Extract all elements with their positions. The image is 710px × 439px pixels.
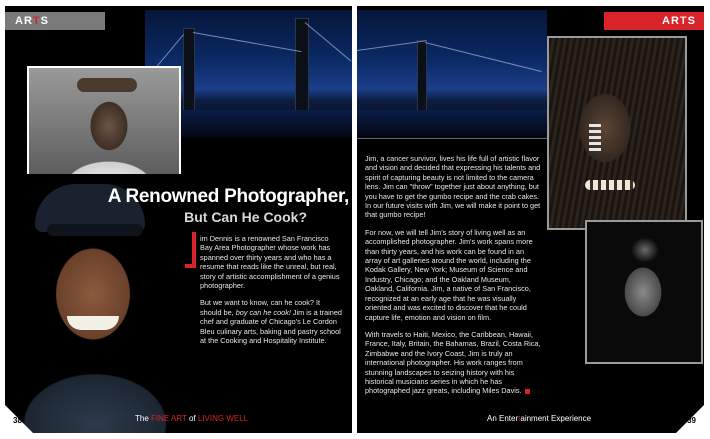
intro-paragraph: im Dennis is a renowned San Francisco Bay Area Photographer whose work has spanned over thirty years and who has a resume that reads like the unreal, but real, story of artistic accomplishment of a genius photographer. [200, 234, 340, 291]
portrait-man-dreadlocks-photo [547, 36, 687, 230]
bridge-cable [425, 42, 542, 72]
article-column-right [365, 154, 542, 404]
headline-title: A Renowned Photographer, [107, 186, 349, 207]
article-column-left [200, 234, 342, 353]
survivor-paragraph: Jim, a cancer survivor, lives his life full of artistic flavor and vision and decided that expressing his talents and spirit of capturing beauty is not limited to the camera lens. Jim can "throw" together just about anything, but you have to get the gumbo recipe and the crab cakes. In our future visits with Jim, we will make it point to get that gumbo recipe! [365, 154, 541, 220]
footer-tagline-right: An Entertainment Experience [487, 414, 592, 423]
bridge-cable [305, 22, 352, 61]
left-page [5, 6, 352, 433]
bridge-night-photo-right [357, 10, 547, 138]
page-number-left: 38 [13, 416, 22, 425]
right-page [357, 6, 704, 433]
cook-paragraph: But we want to know, can he cook? It should be, boy can he cook! Jim is a trained chef and graduate of Chicago's Le Cordon Bleu culinary arts, baking and pastry school at the Cooking and Hospitality Institute. [200, 298, 342, 346]
bridge-tower [295, 18, 309, 120]
footer-tagline-left: The FINE ART of LIVING WELL [135, 414, 249, 423]
article-headline [91, 186, 349, 226]
section-tab-arts-right: AR T S [604, 12, 704, 30]
bridge-tower [417, 40, 427, 112]
dropcap-j [185, 232, 197, 270]
end-mark-icon [525, 389, 530, 394]
bridge-cable [193, 32, 302, 52]
bridge-cable [357, 40, 426, 51]
river-water [357, 110, 547, 138]
figure-study-photo [585, 220, 703, 364]
bridge-tower [183, 28, 195, 120]
portrait-woman-photo [27, 66, 181, 182]
travels-paragraph: With travels to Haiti, Mexico, the Caribbean, Hawaii, France, Italy, Britain, the Bahamas, Brazil, Costa Rica, Zimbabwe and the Ivory Coast, Jim is truly an international photographer. His work ranges from stunning landscapes to seizing history with his historical musicians series in which he has photographed jazz greats, including Miles Davis. [365, 329, 541, 396]
headline-subtitle: But Can He Cook? [184, 209, 307, 225]
section-tab-arts-left: AR T S [5, 12, 105, 30]
page-number-right: 39 [687, 416, 696, 425]
career-paragraph: For now, we will tell Jim's story of living well as an accomplished photographer. Jim's work spans more than thirty years, and his work can be found in an array of art galleries around the world, including the Kodak Gallery, New York; Museum of Science and Industry, Chicago; and the Oakland Museum, Oakland, California. Jim, a native of San Francisco, recognized at an early age that he was visually oriented and was excited to discover that he could capture life, emotion and vision on film. [365, 227, 533, 322]
magazine-spread [5, 6, 705, 433]
